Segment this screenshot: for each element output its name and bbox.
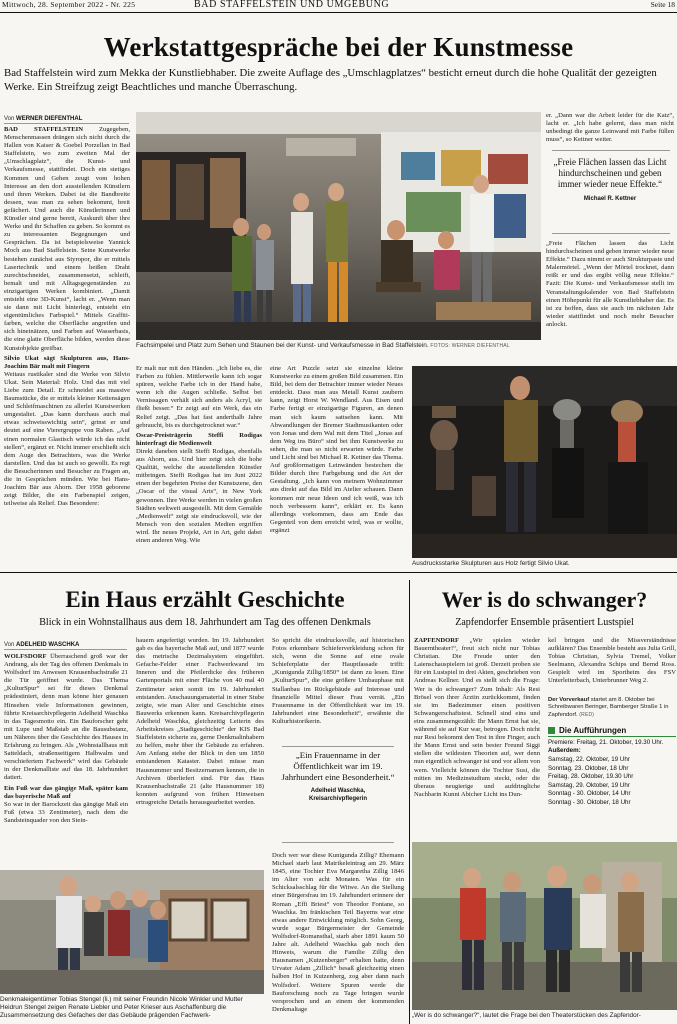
pullquote-author	[548, 195, 672, 203]
article3-col1-text: „Wir spielen wieder Bauerntheater!“, freut sich nicht nur Tobias Christian. Die Freude unter den Laienschauspielern ist groß. Derzeit proben sie für ein Lustspiel in drei Akten, geschrieben von Andreas Kellner. Und es stellt sich die Frage: Wer is do schwanger? Zum Inhalt: Als Resi Brösel von ihrer Ärztin zurückkommt, finden sie im Badezimmer einen positiven Schwangerschaftstest. Schnell sind eins und eins zusammengezählt: Ihr Mann Ernst hat sie, während sie auf Kur war, betrogen. Doch nicht nur Resi bekommt den Test in ihre Finger, auch ihr Mann Ernst und sein bester Freund Siggi stellen die wildesten Theorien auf, wer denn nun eigentlich schwanger ist und vor allem von wem. Vielleicht können die Tochter Susi, die mitten im Medizinstudium steckt, oder die überaus neugierige und aufdringliche Nachbarin Kunni Abicher Licht ins Dun-	[414, 637, 540, 798]
article-separator	[409, 580, 410, 1024]
quote-rule-top	[552, 150, 670, 151]
article2-photo-caption: Denkmaleigentümer Tobias Stengel (li.) mit seiner Freundin Nicole Winkler und Mutter Heidrun Stengel zeigen Renate Liebler und Peter Krieser aus Aschaffenburg die Zusammensetzung des Gefaches der das Gebäude prägenden Fachwerk-	[0, 996, 243, 1019]
article1-byline	[4, 116, 129, 124]
performances-box	[548, 725, 676, 833]
box-title	[548, 725, 676, 737]
masthead-section: BAD STAFFELSTEIN UND UMGEBUNG	[194, 0, 390, 10]
article3-col2-text: kel bringen und die Missverständnisse aufklären? Das Ensemble besteht aus Julia Grill, Tobias Christian, Sylvia Tremel, Volker Seelmann, Alexandra Schips und Bernd Ross. Gespielt wird im Sportheim des FSV Unterleiterbach, Unterbrunner Weg 2.	[548, 637, 676, 685]
article3-headline: Wer is do schwanger?	[441, 587, 648, 612]
article2-col3-text2: Doch wer war diese Kunigunda Zillig? Ehemann Michael starb laut Matrikeleintrag am 29. März 1845, eine Tochter Eva Margaretha Zillig 1846 im Alter von acht Monaten. Was für ein Schicksalsschlag für die Witwe. An die Stellung einer Bürgersfrau im 19. Jahrhundert erinnere der Roman „Effi Briest“ von Theodor Fontane, so Waschka. Im fränkischen Teil Bayerns war eine etwas andere Entwicklung möglich. Sohn Georg, wurde sogar Bürgermeister der Gemeinde Wolfsdorf-Romansthal, starb aber 1891 kaum 50 Jahre alt. Adelheid Waschka gab noch den Hinweis, warum die Familie Zillig den Hausnamen „Kutzenberger“ erhalten hatte, denn Urvater Adam „Zillich“ besaß gleichzeitig einen halben Hof in Kutzenberg, zog aber dann nach Wolfsdorf. Weitere Spuren werde die Bauforschung noch zu Tage bringen wurde versprochen und an einem der kommenden Denkmaltage	[272, 852, 404, 1013]
article1-photo2	[412, 366, 677, 558]
article1-col1-text2: Weitaus rustikaler sind die Werke von Silvio Ukat. Sein Material: Holz. Und das mit viel Liebe zum Detail. Er schneidet aus massive Baumstücke, die er mittels kleiner Kettensägen und Schleifmaschinen zu allerlei Kunstwerken umgestaltet. „Das kann durchaus auch mal etwas schweisswichtig sein“, grinst er und deutet auf eine Vierergruppe von Raben. „Auf einen normalen Glastisch würde ich das nicht stellen“, ergänzt er. Nicht immer erschließt sich dem Auge des Betrachters, was die Werke darstellen. Und das ist auch so gewollt. Es regt die Besucherinnen und Besucher zu Fragen an, die in Gesprächen münden. Wie bei Hans-Joachim Bär aus Ahorn. Der 1958 geborene zeigt Bilder, die ein Farbenspiel zeigen, teilweise als Relief. Das Besondere:	[4, 370, 130, 508]
article2-col1-text: Überraschend groß war der Andrang, als der Tag des offenen Denkmals in Wolfsdorf im Anwesen Krausenbachstraße 21 die Tür geöffnet wurde. Das Thema „KulturSpur“ sei für dieses Denkmal prädestiniert, denn man könne hier genauen Hinsehen viele Informationen gewinnen, führte Kreisarchivpflegerin Adelheid Waschka in das Tagesmotto ein. Ein Bauforscher geht mit Lupe und Maßstab an die Bausubstanz, um Näheres über die Geschichte des Hauses in Erfahrung zu bringen. Als „Wohnstallhaus mit Satteldach, straßenseitigem Halbwalm und verschiefertem Fachwerk“ wird das Gebäude in der Denkmalliste auf das 18. Jahrhundert datiert.	[4, 653, 128, 782]
article1-headline: Werkstattgespräche bei der Kunstmesse	[103, 32, 574, 62]
date-item: Samstag, 29. Oktober, 19 Uhr	[548, 781, 630, 789]
date-list	[548, 756, 676, 808]
masthead-rule	[0, 12, 677, 13]
article3-photo-caption: „Wer is do schwanger?“, lautet die Frage bei den Theaterstücken des Zapfendor-	[412, 1012, 641, 1019]
presale-text: startet am 8. Oktober bei Schreibwaren Beringer, Bamberger Straße 1 in Zapfendorf.	[548, 697, 669, 718]
pullquote-text: „Freie Flächen lassen das Licht hindurchscheinen und geben immer wieder neue Effekte.“	[553, 157, 667, 189]
article2-photo	[0, 870, 264, 994]
pullquote2-author	[276, 787, 400, 803]
article2-headline: Ein Haus erzählt Geschichte	[65, 587, 345, 612]
article1-main-caption	[136, 342, 541, 350]
date-item: Sonntag, 23. Oktober, 18 Uhr	[548, 764, 629, 772]
article1-col3-text: eine Art Puzzle setzt sie einzelne kleine Kunstwerke zu einem großen Bild zusammen. Ein Bild, bei dem der Betrachter immer wieder Neues entdeckt. Dass man aus Metall Kunst zaubern kann, zeigt Horst W. Wendland. Aus Eisen und Farbe fertigt er einzigartige Figuren, an denen man sich kaum sattsehen kann. Mit Abwandlungen der Bremer Stadtmusikanten oder von Jonas und dem Wal mit dem Titel „Jonas auf dem Weg ins Büro“ sind bei ihm Kunstwerke zu sehen, die man so nicht erwarten würde. Farbe und Licht sind bei Michael R. Kettner das Thema. Auf großformatigen Leinwänden bestechen die Bilder durch ihre Farbgebung und die Art der Gestaltung. „Ich kann von meinem Wohnzimmer aus direkt auf das Bild im Atelier schauen. Dann kommen mir neue Ideen und ich weiß, was ich noch verbessern kann“, erklärt er. Es kann allerdings vorkommen, dass am Ende das Gegenteil von dem erreicht wird, was er wollte, ergänzt	[270, 365, 403, 534]
article1-col4-text2: „Freie Flächen lassen das Licht hindurchscheinen und geben immer wieder neue Effekte.“ Dazu nimmt er auch Strukturpaste und Malermörtel. „Wenn der Mörtel trocknet, dann reißt er und das ergibt völlig neue Effekte.“ Fazit: Die Kunst- und Verkaufsmesse stellt im Veranstaltungskalender von Bad Staffelstein einen Höhepunkt für alle Kunstliebhaber dar. Es ist zu hoffen, dass sie auch im nächsten Jahr wieder stattfindet und noch mehr Besucher anlockt.	[546, 240, 674, 328]
article2-byline	[4, 642, 127, 650]
article1-col2-text: Er malt nur mit den Händen. „Ich liebe es, die Farben zu fühlen. Mittlerweile kann ich sogar spüren, welche Farbe ich in der Hand habe, wenn ich die Augen schließe. Selbst bei Vernissagen verhält sich anders als Acryl, sie fließt besser.“ Er zeigt auf ein Werk, das ein Relief zeigt. „Das hat fast anderthalb Jahre gebraucht, bis es durchgetrocknet war.“	[136, 365, 262, 429]
article1-col1-text: Zugegeben, Menschenmassen drängen sich nicht durch die Hallen von Kaiser & Goebel Porzellan in Bad Staffelstein, wo zum zweiten Mal der „Umschlagplatz“, die Kunst- und Verkaufsmesse, stattfindet. Doch ein stetiges Kommen und Gehen zeugt vom hohen Interesse an den dort ausstellenden Künstlern und ihren Werken. Dabei ist die Bandbreite dessen, was man zu sehen bekommt, breit gefächert. Und auch die Künstlerinnen und Künstler sind gerne bereit, Auskunft über ihre Werke und ihr Schaffen zu geben. So kommt es zu interessanten Begegnungen und Gesprächen. Da ist beispielsweise Yannick Moch aus Bad Staffelstein. Seine Kunstwerke bestehen zunächst aus Styropor, die er mittels Lasertechnik und einem heißen Draht zurechtschneidet, zusammensetzt, schleift, bemalt und mit Alltagsgegenständen zu einzigartigen Werken kombiniert. „Damit entsteht eine 3D-Kunst“, lacht er. „Wenn man sie dann mit Licht hinterlegt, entsteht ein eigentümliches Farbspiel.“ Mittels Graffiti-farben, welche die Oberfläche angreifen und sich hineinätzen, und Farben auf Wasserbasis, die eine glatte Oberfläche bilden, werden diese Kunstobjekte greifbar.	[4, 126, 130, 352]
wood-sculptures-image	[412, 366, 677, 558]
presale-code: (RED)	[579, 711, 595, 718]
masthead-date: Mittwoch, 28. September 2022 - Nr. 225	[2, 0, 136, 9]
article2-col1-subhead: Ein Fuß war das gängige Maß, später kam das bayerische Maß auf	[4, 784, 128, 800]
article1-col4-b	[546, 240, 674, 360]
masthead	[0, 0, 677, 12]
article2-col2-text: hauern angefertigt wurden. Im 19. Jahrhundert gab es das bayerische Maß auf, und 1877 wurde das metrische Dezimalsystem eingeführt. Gefache-Felder einer Fachwerkwand im Inneren und die Pfeilerdicke des früheren Gartenportals mit einer Fläche von 40 mal 40 Zentimeter seien somit im 19. Jahrhundert entstanden. Anschauungsmaterial in einer Stube zeigte, wie man Alter und Geschichte eines Bauwerks erkennen kann. Kreisarchivpflegerin Adelheid Waschka, gleichzeitig Leiterin des Arbeitskreises „Stadtgeschichte“ der KIS Bad Staffelstein sicherte zu, gerne Denkmalinhabern zu helfen, mehr über ihr Gebäude zu erfahren. Am Anfang stehe der Blick in den um 1850 entstandenen Kataster. Dabei müsse man Hausnummer und Besitzernamen kennen, die in Archiven überliefert sind. Für das Haus Krausenbachstraße 21 (alte Hausnummer 18) konnten aufgrund von frühen Hinweisen ertragreiche Details herausgearbeitet werden.	[136, 637, 264, 806]
date-item: Freitag, 28. Oktober, 19.30 Uhr	[548, 773, 634, 781]
pullquote2-author-name: Adelheid Waschka,	[310, 788, 366, 795]
article1-col2-text2: Direkt daneben stellt Steffi Rodigas, ebenfalls aus Ahorn, aus. Und hier zeigt sich die hohe Qualität, welche die ausstellenden Künstler mitbringen. Steffi Rodigas hat im Juni 2022 einen der begehrten Preise der Kunstszene, den „Oscar of the visual Arts“, in New York gewonnen. Ihre Werke werden in vielen großen Städten weltweit ausgestellt. Mit dem Gemälde „Medienwelt“ zeigt sie eindrucksvoll, wie der Mensch von den sozialen Medien ergriffen wird. Ihr neues Projekt, Art in Art, geht dabei einen anderen Weg. Wie	[136, 447, 262, 544]
article1-main-photo	[136, 112, 541, 340]
quote-rule-bottom	[552, 233, 670, 234]
article1-deck: Bad Staffelstein wird zum Mekka der Kunstliebhaber. Die zweite Auflage des „Umschlagplatzes“ besticht erneut durch die hohe Qualität der gezeigten Werke. Ein Streifzug zeigt Beachtliches und manche Überraschung.	[4, 67, 657, 93]
article1-dateline: BAD STAFFELSTEIN	[4, 126, 83, 133]
article3-photo	[412, 842, 677, 1010]
article1-photo2-caption: Ausdrucksstarke Skulpturen aus Holz fertigt Silvio Ukat.	[412, 560, 570, 567]
quote2-rule-bottom	[282, 842, 394, 843]
article1-col2	[136, 365, 262, 565]
date-item: Samstag, 22. Oktober, 19 Uhr	[548, 756, 630, 763]
article3-col2	[548, 637, 676, 693]
box-marker-icon	[548, 727, 555, 734]
article2-deck: Blick in ein Wohnstallhaus aus dem 18. Jahrhundert am Tag des offenen Denkmals	[39, 617, 371, 628]
box-title-text: Die Aufführungen	[559, 726, 627, 735]
quote2-rule-top	[282, 746, 394, 747]
article1-col2-subhead: Oscar-Preisträgerin Steffi Rodigas hinterfragt die Medienwelt	[136, 431, 262, 447]
article2-col3-text: So spricht die eindrucksvolle, auf historischen Fotos erkennbare Schieferverkleidung schon für sich, wenn die Sonne auf eine ovale Schieferplatte der Hauptfassade trifft: „Kunigunda Zillig/1850“ ist dann zu lesen. Eine „KulturSpur“, die eine größere Umbauphase mit Stallanbau im Rückgebäude auf Interesse und finanzielle Mittel dieser Frau verrät. „Ein Frauenname in der Öffentlichkeit war im 19. Jahrhundert eine Besonderheit“, erwähnte die Kulturhistorikerin.	[272, 637, 404, 725]
byline-prefix: Von	[4, 116, 15, 122]
house-visitors-image	[0, 870, 264, 994]
article2-col3	[272, 637, 404, 747]
article3-presale	[548, 697, 676, 721]
article3-col1	[414, 637, 540, 833]
presale-label: Der Vorverkauf	[548, 697, 590, 703]
more-label: Außerdem:	[548, 747, 581, 754]
date-item: Sonntag - 30. Oktober, 18 Uhr	[548, 798, 631, 806]
premiere-line: Premiere: Freitag, 21. Oktober, 19.30 Uhr.	[548, 739, 664, 746]
article2-dateline: WOLFSDORF	[4, 653, 47, 660]
article2-col1-text2: So war in der Barockzeit das gängige Maß ein Fuß (etwa 33 Zentimeter), nach dem die Sandsteinquader von den Stein-	[4, 800, 128, 824]
article2-pullquote	[276, 750, 400, 803]
article1-col3	[270, 365, 403, 565]
byline-author: ADELHEID WASCHKA	[16, 642, 80, 648]
article1-col4	[546, 112, 674, 154]
byline-prefix: Von	[4, 642, 15, 648]
masthead-page: Seite 18	[650, 0, 675, 9]
pullquote2-text: „Ein Frauenname in der Öffentlichkeit war im 19. Jahrhundert eine Besonderheit.“	[281, 750, 395, 782]
article2-col1	[4, 653, 128, 859]
theater-ensemble-image	[412, 842, 677, 1010]
article1-col1	[4, 126, 130, 565]
article1-col1-subhead: Silvio Ukat sägt Skulpturen aus, Hans-Joachim Bär malt mit Fingern	[4, 354, 130, 370]
article3-deck: Zapfendorfer Ensemble präsentiert Lustspiel	[455, 617, 634, 628]
exhibition-hall-image	[136, 112, 541, 340]
article2-col3-b	[272, 852, 404, 1024]
article1-bottom-rule	[0, 572, 677, 573]
article2-col2	[136, 637, 264, 871]
byline-author: WERNER DIEFENTHAL	[16, 116, 83, 122]
date-item: Sonntag - 30. Oktober, 14 Uhr	[548, 790, 631, 798]
article3-dateline: ZAPFENDORF	[414, 637, 460, 644]
pullquote-author-name: Michael R. Kettner	[583, 196, 637, 202]
article1-col4-text: er. „Dann war die Arbeit leider für die Katz“, lacht er. „Ich habe gelernt, dass man nicht unbedingt die ganze Leinwand mit Farbe füllen muss“, so Kettner weiter.	[546, 112, 674, 144]
main-photo-credit: FOTOS: WERNER DIEFENTHAL	[430, 343, 510, 349]
main-photo-caption: Fachsimpelei und Platz zum Sehen und Staunen bei der Kunst- und Verkaufsmesse in Bad Staffelstein.	[136, 342, 429, 349]
pullquote2-author-role: Kreisarchivpflegerin	[308, 796, 368, 803]
article1-pullquote	[548, 157, 672, 203]
